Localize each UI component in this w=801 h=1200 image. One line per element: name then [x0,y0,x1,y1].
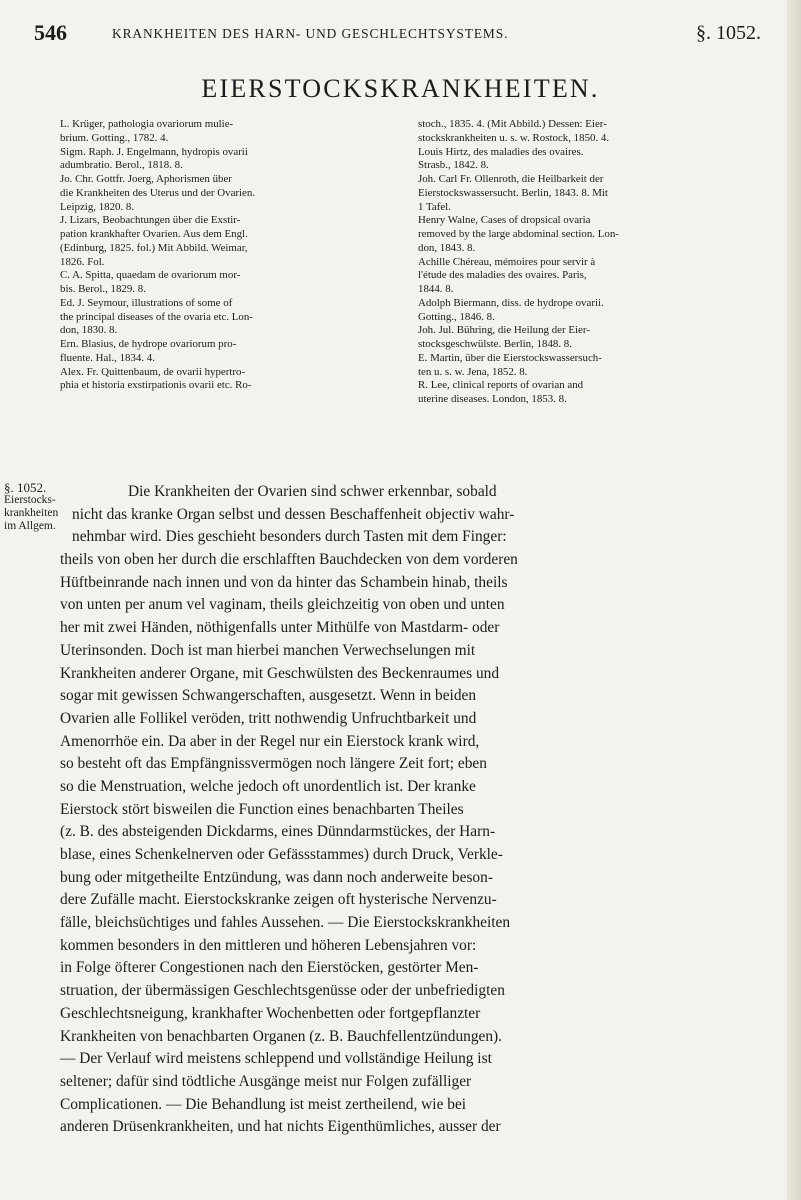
reference-line: 1 Tafel. [418,200,451,213]
reference-line: Louis Hirtz, des maladies des ovaires. [418,145,584,158]
section-number: §. 1052. [696,22,761,44]
reference-line: Gotting., 1846. 8. [418,310,495,323]
body-line: anderen Drüsenkrankheiten, und hat nichts Eigenthümliches, ausser der [60,1118,501,1136]
body-line: so besteht oft das Empfängnissvermögen noch längere Zeit fort; eben [60,755,487,773]
body-line: seltener; dafür sind tödtliche Ausgänge meist nur Folgen zufälliger [60,1072,472,1090]
body-line: nicht das kranke Organ selbst und dessen Beschaffenheit objectiv wahr- [72,505,515,523]
reference-line: pation krankhafter Ovarien. Aus dem Engl. [60,228,248,240]
reference-line: don, 1843. 8. [418,241,476,254]
body-line: her mit zwei Händen, nöthigenfalls unter Mithülfe von Mastdarm- oder [60,619,500,637]
body-line: kommen besonders in den mittleren und höheren Lebensjahren vor: [60,936,477,954]
reference-line: Achille Chéreau, mémoires pour servir à [418,255,596,268]
body-line: von unten per anum vel vaginam, theils gleichzeitig von oben und unten [60,596,505,614]
reference-line: Ed. J. Seymour, illustrations of some of [60,296,233,309]
body-paragraph [0,481,801,1139]
margin-note-line: Eierstocks- [4,494,56,506]
reference-line: adumbratio. Berol., 1818. 8. [60,159,183,172]
reference-line: J. Lizars, Beobachtungen über die Exstir- [60,214,241,227]
page-number: 546 [34,20,67,45]
reference-line: brium. Gotting., 1782. 4. [60,131,169,144]
body-line: nehmbar wird. Dies geschieht besonders durch Tasten mit dem Finger: [72,528,507,546]
reference-line: (Edinburg, 1825. fol.) Mit Abbild. Weimar, [60,241,248,254]
body-line: in Folge öfterer Congestionen nach den Eierstöcken, gestörter Men- [60,959,479,977]
body-line: Amenorrhöe ein. Da aber in der Regel nur ein Eierstock krank wird, [60,732,480,750]
reference-line: fluente. Hal., 1834. 4. [60,351,155,364]
reference-line: Eierstockswassersucht. Berlin, 1843. 8. Mit [418,186,608,199]
reference-line: l'étude des maladies des ovaires. Paris, [418,269,587,282]
body-line: blase, eines Schenkelnerven oder Gefässstammes) durch Druck, Verkle- [60,846,503,863]
reference-line: R. Lee, clinical reports of ovarian and [418,379,584,392]
margin-note-line: im Allgem. [4,520,56,532]
reference-line: E. Martin, über die Eierstockswassersuch- [418,351,602,364]
body-line: Eierstock stört bisweilen die Function eines benachbarten Theiles [60,800,464,818]
body-line: Krankheiten anderer Organe, mit Geschwülsten des Beckenraumes und [60,664,500,682]
margin-note-line: §. 1052. [4,480,47,495]
body-line: struation, der übermässigen Geschlechtsgenüsse oder der unbefriedigten [60,982,505,1000]
reference-line: 1844. 8. [418,283,454,295]
reference-line: Adolph Biermann, diss. de hydrope ovarii. [418,296,604,309]
reference-line: don, 1830. 8. [60,324,118,337]
body-line: (z. B. des absteigenden Dickdarms, eines Dünndarmstückes, der Harn- [60,823,496,841]
body-line: so die Menstruation, welche jedoch oft unordentlich ist. Der kranke [60,777,476,795]
reference-line: stockskrankheiten u. s. w. Rostock, 1850. 4. [418,131,610,144]
body-line: Ovarien alle Follikel veröden, tritt nothwendig Unfruchtbarkeit und [60,709,477,727]
reference-line: Henry Walne, Cases of dropsical ovaria [418,214,591,227]
body-line: Geschlechtsneigung, krankhafter Wochenbetten oder fortgepflanzter [60,1004,481,1022]
body-line: Complicationen. — Die Behandlung ist meist zertheilend, wie bei [60,1095,467,1113]
running-header [34,20,761,48]
reference-line: C. A. Spitta, quaedam de ovariorum mor- [60,269,241,282]
reference-line: removed by the large abdominal section. Lon- [418,228,619,240]
reference-line: bis. Berol., 1829. 8. [60,283,146,295]
body-line: sogar mit gewissen Schwangerschaften, ausgesetzt. Wenn in beiden [60,687,477,705]
reference-line: ten u. s. w. Jena, 1852. 8. [418,365,528,378]
reference-line: Joh. Carl Fr. Ollenroth, die Heilbarkeit der [418,173,604,185]
running-title: KRANKHEITEN DES HARN- UND GESCHLECHTSYSTEMS. [112,26,509,41]
chapter-title: EIERSTOCKSKRANKHEITEN. [201,74,600,103]
reference-line: L. Krüger, pathologia ovariorum mulie- [60,118,234,130]
reference-line: Ern. Blasius, de hydrope ovariorum pro- [60,338,237,350]
reference-line: stocksgeschwülste. Berlin, 1848. 8. [418,338,572,350]
body-line: Krankheiten von benachbarten Organen (z. B. Bauchfellentzündungen). [60,1027,503,1045]
body-line: Uterinsonden. Doch ist man hierbei manchen Verwechselungen mit [60,641,476,659]
reference-line: Jo. Chr. Gottfr. Joerg, Aphorismen über [60,173,232,185]
body-line: dere Zufälle macht. Eierstockskranke zeigen oft hysterische Nervenzu- [60,891,497,909]
margin-note-line: krankheiten [4,507,59,519]
body-line: bung oder mitgetheilte Entzündung, was dann noch anderweite beson- [60,868,493,886]
reference-line: the principal diseases of the ovaria etc. Lon- [60,310,253,323]
reference-line: phia et historia exstirpationis ovarii etc. Ro- [60,379,252,392]
body-line: theils von oben her durch die erschlafften Bauchdecken von dem vorderen [60,551,518,569]
reference-line: 1826. Fol. [60,255,105,268]
reference-line: die Krankheiten des Uterus und der Ovarien. [60,186,256,199]
body-line: — Der Verlauf wird meistens schleppend und vollständige Heilung ist [60,1050,492,1068]
reference-line: Alex. Fr. Quittenbaum, de ovarii hypertro- [60,365,246,378]
reference-line: Sigm. Raph. J. Engelmann, hydropis ovarii [60,145,248,158]
references-right-column [418,118,763,407]
reference-line: Strasb., 1842. 8. [418,159,489,172]
reference-line: stoch., 1835. 4. (Mit Abbild.) Dessen: Eier- [418,118,607,130]
body-line: Die Krankheiten der Ovarien sind schwer erkennbar, sobald [128,483,497,500]
reference-line: Leipzig, 1820. 8. [60,200,135,213]
page-edge [787,0,801,1200]
reference-line: Joh. Jul. Bühring, die Heilung der Eier- [418,324,590,337]
body-line: Hüftbeinrande nach innen und von da hinter das Schambein hinab, theils [60,573,508,591]
body-line: fälle, bleichsüchtiges und fahles Aussehen. — Die Eierstockskrankheiten [60,914,511,932]
reference-line: uterine diseases. London, 1853. 8. [418,393,567,405]
references-left-column [60,118,390,393]
